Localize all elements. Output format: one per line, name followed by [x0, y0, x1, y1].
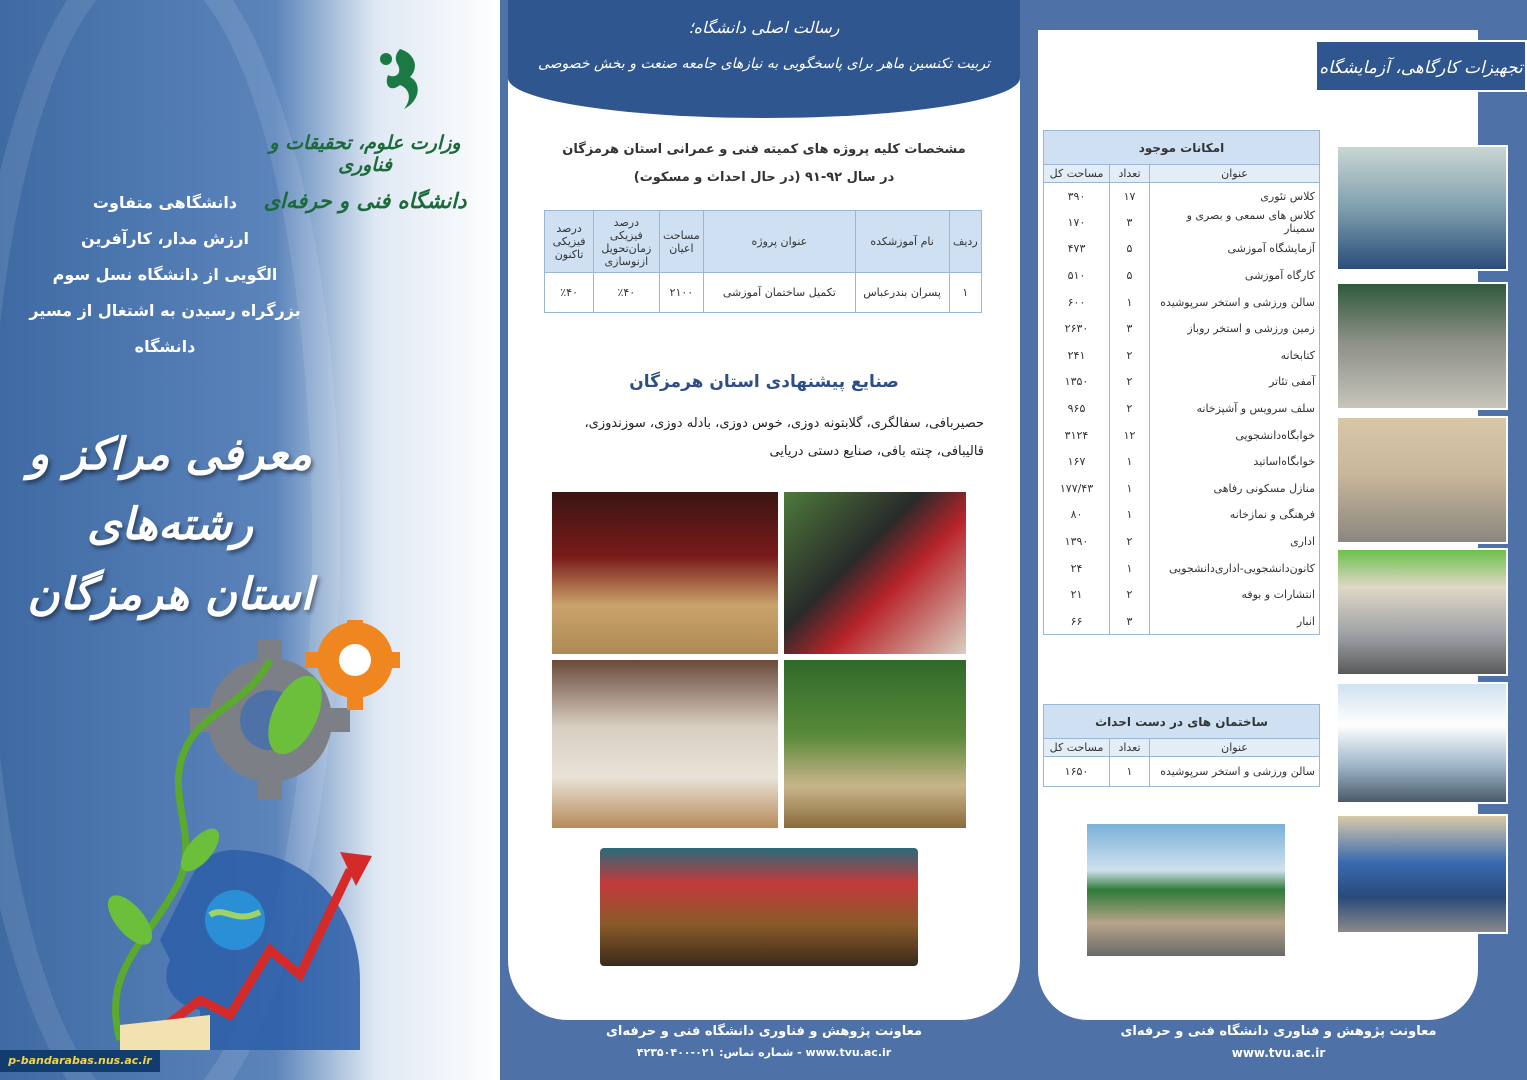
lab-photo-4: [1336, 548, 1508, 676]
table-cell: ۱: [1110, 502, 1150, 529]
table-cell: کتابخانه: [1150, 342, 1320, 369]
table-cell: ۱: [1110, 448, 1150, 475]
table-cell: ۸۰: [1044, 502, 1110, 529]
table-cell: ۱: [1110, 289, 1150, 316]
title-line-2: استان هرمزگان: [27, 569, 313, 620]
globe-icon: [205, 890, 265, 950]
table-row: [1044, 422, 1320, 449]
table-cell: کارگاه آموزشی: [1150, 262, 1320, 289]
table-cell: ۲: [1110, 581, 1150, 608]
table-row: [1044, 236, 1320, 263]
lab-photo-1: [1336, 145, 1508, 271]
table-cell: آمفی تئاتر: [1150, 369, 1320, 396]
col-header: مساحت کل: [1044, 739, 1110, 757]
table-cell: ۵: [1110, 236, 1150, 263]
right-panel: [1030, 0, 1527, 1080]
construction-caption: ساختمان های در دست احداث: [1044, 705, 1320, 739]
brochure-title: [10, 420, 330, 630]
mission-text: تربیت تکنسین ماهر برای پاسخگویی به نیازهای جامعه صنعت و بخش خصوصی: [537, 56, 991, 72]
musical-drums-photo: [600, 848, 918, 966]
table-row: [1044, 262, 1320, 289]
table-cell: ۱۷۰: [1044, 209, 1110, 236]
book-icon: [120, 1015, 210, 1050]
table-cell: ۱۳۹۰: [1044, 528, 1110, 555]
table-cell: انبار: [1150, 608, 1320, 635]
slogan-list: [0, 185, 330, 365]
table-cell: آزمایشگاه آموزشی: [1150, 236, 1320, 263]
table-cell: ۱۶۵۰: [1044, 757, 1110, 787]
construction-table: [1043, 704, 1320, 787]
table-cell: ۱: [1110, 555, 1150, 582]
table-row: [1044, 448, 1320, 475]
table-cell: کانون‌دانشجویی-اداری‌دانشجویی: [1150, 555, 1320, 582]
projects-title-2: در سال ۹۲-۹۱ (در حال احداث و مسکوت): [633, 170, 895, 185]
table-cell: کلاس تئوری: [1150, 183, 1320, 210]
table-row: [1044, 289, 1320, 316]
table-cell: ۲: [1110, 342, 1150, 369]
table-cell: ۳: [1110, 608, 1150, 635]
table-cell: ۲: [1110, 395, 1150, 422]
table-row: [545, 273, 982, 313]
table-row: [1044, 342, 1320, 369]
table-cell: ۱: [949, 273, 981, 313]
table-cell: سالن ورزشی و استخر سرپوشیده: [1150, 289, 1320, 316]
col-header: تعداد: [1110, 165, 1150, 183]
table-cell: سالن ورزشی و استخر سرپوشیده: [1150, 757, 1320, 787]
table-row: [1044, 183, 1320, 210]
handicraft-weaving-photo: [552, 492, 778, 654]
basket-weaving-photo: [784, 660, 966, 828]
facilities-table: [1043, 130, 1320, 635]
table-cell: ۴۷۳: [1044, 236, 1110, 263]
table-row: [1044, 528, 1320, 555]
lab-photo-2: [1336, 282, 1508, 410]
table-cell: ۱۶۷: [1044, 448, 1110, 475]
slogan-4: بزرگراه رسیدن به اشتغال از مسیر دانشگاه: [29, 301, 301, 356]
mission-banner: [508, 0, 1020, 118]
table-row: [1044, 502, 1320, 529]
table-cell: ۱۳۵۰: [1044, 369, 1110, 396]
facilities-caption: امکانات موجود: [1044, 131, 1320, 165]
slogan-3: الگویی از دانشگاه نسل سوم: [52, 265, 278, 284]
table-cell: پسران بندرعباس: [855, 273, 949, 313]
table-cell: ۲۴: [1044, 555, 1110, 582]
table-cell: ۲۶۳۰: [1044, 315, 1110, 342]
table-cell: ۱: [1110, 475, 1150, 502]
table-cell: انتشارات و بوفه: [1150, 581, 1320, 608]
table-cell: ۱: [1110, 757, 1150, 787]
table-row: [1044, 608, 1320, 635]
col-header: مساحت کل: [1044, 165, 1110, 183]
table-cell: ۳: [1110, 209, 1150, 236]
lab-photo-3: [1336, 416, 1508, 544]
table-row: [1044, 757, 1320, 787]
table-row: [1044, 555, 1320, 582]
col-header: مساحت اعیان: [659, 211, 704, 273]
table-row: [1044, 315, 1320, 342]
col-header: عنوان پروژه: [704, 211, 855, 273]
table-cell: خوابگاه‌اساتید: [1150, 448, 1320, 475]
table-row: [1044, 395, 1320, 422]
table-cell: ٪۴۰: [545, 273, 594, 313]
lab-photo-6: [1336, 814, 1508, 934]
right-footer-url[interactable]: www.tvu.ac.ir: [1231, 1046, 1326, 1060]
campus-gate-photo: [1087, 824, 1285, 956]
table-row: [1044, 369, 1320, 396]
projects-table: [544, 210, 982, 313]
slogan-1: دانشگاهی متفاوت: [92, 193, 238, 212]
table-cell: ۲: [1110, 528, 1150, 555]
table-cell: فرهنگی و نمازخانه: [1150, 502, 1320, 529]
table-row: [1044, 209, 1320, 236]
table-cell: زمین ورزشی و استخر روباز: [1150, 315, 1320, 342]
table-cell: ۳۱۲۴: [1044, 422, 1110, 449]
col-header: درصد فیزیکی زمان‌تحویل ازنوسازی: [594, 211, 659, 273]
projects-title-1: مشخصات کلیه پروژه های کمیته فنی و عمرانی استان هرمزگان: [562, 142, 966, 157]
col-header: درصد فیزیکی تاکنون: [545, 211, 594, 273]
embroidery-woman-photo: [784, 492, 966, 654]
table-cell: خوابگاه‌دانشجویی: [1150, 422, 1320, 449]
middle-panel: [508, 0, 1020, 1080]
table-cell: ۳۹۰: [1044, 183, 1110, 210]
table-cell: ۵۱۰: [1044, 262, 1110, 289]
table-cell: تکمیل ساختمان آموزشی: [704, 273, 855, 313]
table-cell: ۹۶۵: [1044, 395, 1110, 422]
seashell-crafts-photo: [552, 660, 778, 828]
right-footer-org: معاونت پژوهش و فناوری دانشگاه فنی و حرفه‌ای: [1120, 1024, 1437, 1039]
table-cell: ۱۷: [1110, 183, 1150, 210]
col-header: تعداد: [1110, 739, 1150, 757]
col-header: عنوان: [1150, 165, 1320, 183]
university-name: دانشگاه فنی و حرفه‌ای: [263, 188, 467, 213]
table-cell: ۲: [1110, 369, 1150, 396]
ministry-name: وزارت علوم، تحقیقات و فناوری: [269, 132, 461, 176]
col-header: عنوان: [1150, 739, 1320, 757]
equipment-banner: تجهیزات کارگاهی، آزمایشگاه: [1315, 40, 1527, 92]
table-cell: ۲۱: [1044, 581, 1110, 608]
table-cell: سلف سرویس و آشپزخانه: [1150, 395, 1320, 422]
table-cell: ۲۱۰۰: [659, 273, 704, 313]
table-cell: کلاس های سمعی و بصری و سمینار: [1150, 209, 1320, 236]
university-logo-icon: [370, 45, 430, 117]
table-cell: ٪۴۰: [594, 273, 659, 313]
site-url[interactable]: p-bandarabas.nus.ac.ir: [0, 1050, 160, 1072]
table-cell: ۶۰۰: [1044, 289, 1110, 316]
industries-text: حصیربافی، سفالگری، گلابتونه دوزی، خوس دوزی، بادله دوزی، سوزندوزی، قالیبافی، چنته بافی، صنایع دستی دریایی: [584, 416, 984, 459]
table-row: [1044, 581, 1320, 608]
middle-footer-contact[interactable]: www.tvu.ac.ir - شماره تماس: ۰۲۱-۴۲۳۵۰۴۰۰: [636, 1046, 892, 1059]
title-line-1: معرفی مراکز و رشته‌های: [28, 429, 312, 550]
table-cell: اداری: [1150, 528, 1320, 555]
table-row: [1044, 475, 1320, 502]
col-header: نام آموزشکده: [855, 211, 949, 273]
lab-photo-5: [1336, 682, 1508, 804]
table-cell: ۳: [1110, 315, 1150, 342]
col-header: ردیف: [949, 211, 981, 273]
table-cell: منازل مسکونی رفاهی: [1150, 475, 1320, 502]
middle-footer-org: معاونت پژوهش و فناوری دانشگاه فنی و حرفه‌ای: [606, 1024, 922, 1039]
growth-illustration: [60, 620, 400, 1050]
industries-title: صنایع پیشنهادی استان هرمزگان: [629, 372, 899, 392]
table-cell: ۱۲: [1110, 422, 1150, 449]
table-cell: ۵: [1110, 262, 1150, 289]
leaf-icon: [100, 888, 160, 952]
mission-heading: رسالت اصلی دانشگاه؛: [688, 18, 840, 37]
table-cell: ۲۴۱: [1044, 342, 1110, 369]
table-cell: ۱۷۷/۴۳: [1044, 475, 1110, 502]
left-panel: [0, 0, 500, 1080]
slogan-2: ارزش مدار، کارآفرین: [81, 229, 249, 248]
table-cell: ۶۶: [1044, 608, 1110, 635]
